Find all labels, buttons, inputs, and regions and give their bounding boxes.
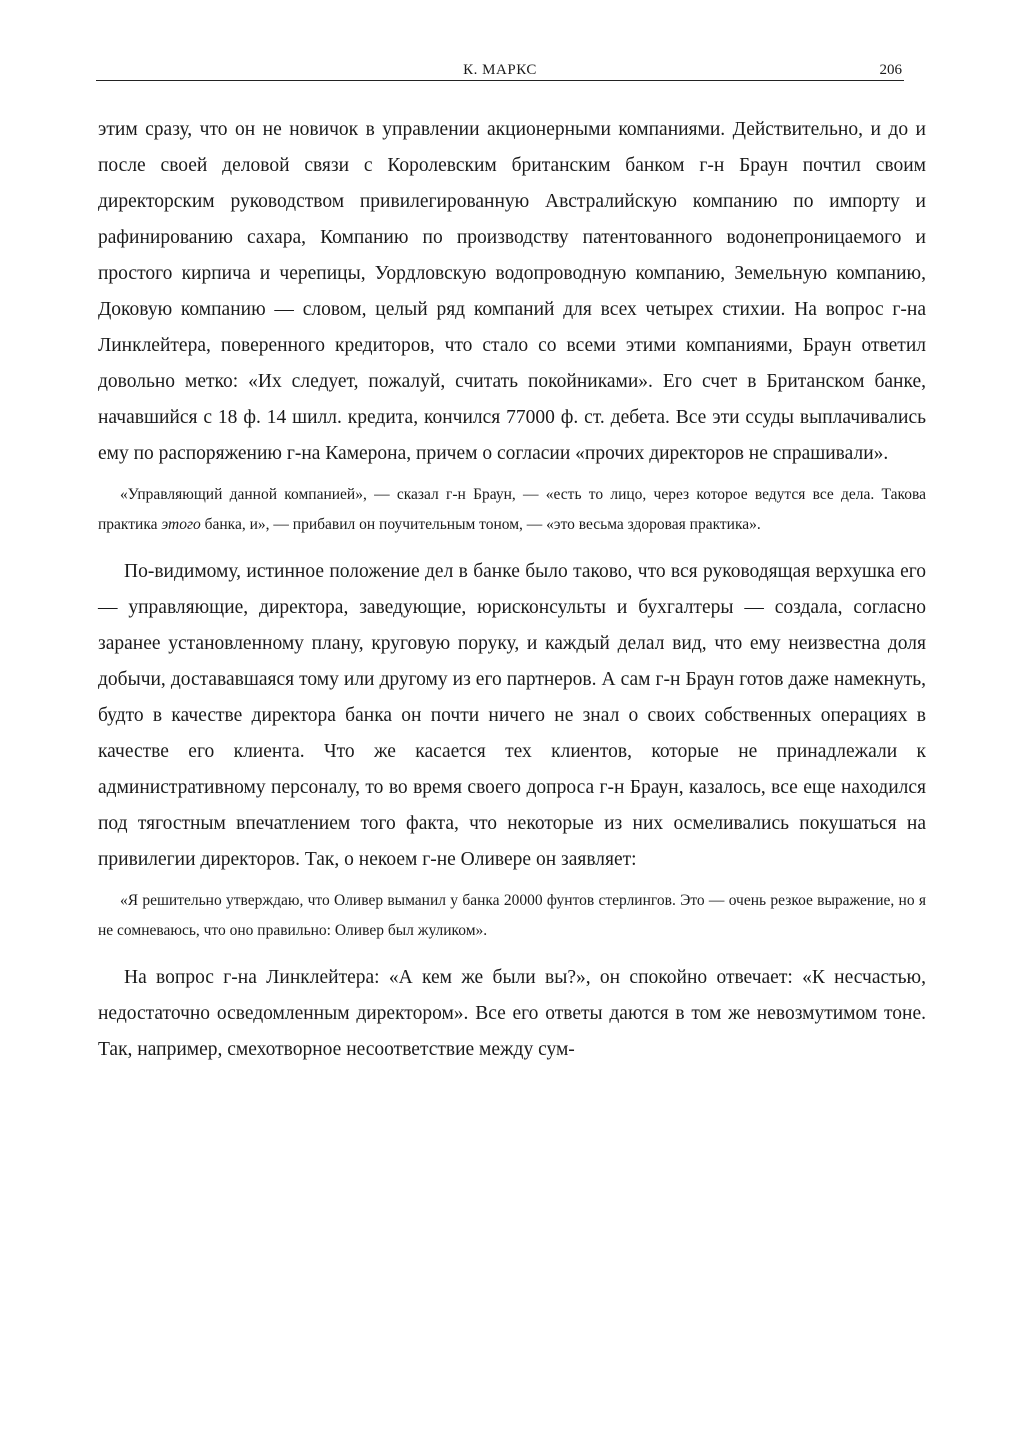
- quote-1-part-b: банка, и», — прибавил он поучительным тоном, — «это весьма здоровая практика».: [200, 516, 761, 533]
- paragraph-1: этим сразу, что он не новичок в управлении акционерными компаниями. Действительно, и до и после своей деловой связи с Королевским британским банком г-н Браун почтил своим директорским руководством привилегированную Австралийскую компанию по импорту и рафинированию сахара, Компанию по производству патентованного водонепроницаемого и простого кирпича и черепицы, Уордловскую водопроводную компанию, Земельную компанию, Доковую компанию — словом, целый ряд компаний для всех четырех стихии. На вопрос г-на Линклейтера, поверенного кредиторов, что стало со всеми этими компаниями, Браун ответил довольно метко: «Их следует, пожалуй, считать покойниками». Его счет в Британском банке, начавшийся с 18 ф. 14 шилл. кредита, кончился 77000 ф. ст. дебета. Все эти ссуды выплачивались ему по распоряжению г-на Камерона, причем о согласии «прочих директоров не спрашивали».: [98, 119, 926, 464]
- quote-2: «Я решительно утверждаю, что Оливер выманил у банка 20000 фунтов стерлингов. Это — очень резкое выражение, но я не сомневаюсь, что оно правильно: Оливер был жуликом».: [98, 892, 926, 939]
- paragraph-2: По-видимому, истинное положение дел в банке было таково, что вся руководящая верхушка его — управляющие, директора, заведующие, юрисконсульты и бухгалтеры — создала, согласно заранее установленному плану, круговую поруку, и каждый делал вид, что ему неизвестна доля добычи, достававшаяся тому или другому из его партнеров. А сам г-н Браун готов даже намекнуть, будто в качестве директора банка он почти ничего не знал о своих собственных операциях в качестве его клиента. Что же касается тех клиентов, которые не принадлежали к административному персоналу, то во время своего допроса г-н Браун, казалось, все еще находился под тягостным впечатлением того факта, что некоторые из них осмеливались покушаться на привилегии директоров. Так, о некоем г-не Оливере он заявляет:: [98, 561, 926, 870]
- quote-1: [98, 480, 926, 540]
- page-number: 206: [879, 62, 902, 78]
- running-title: К. МАРКС: [463, 62, 537, 78]
- running-header: [96, 60, 904, 81]
- quote-1-part-a: «Управляющий данной компанией», — сказал г-н Браун, — «есть то лицо, через которое ведутся все дела. Такова практика: [98, 486, 926, 533]
- quote-1-emphasis: этого: [161, 516, 201, 533]
- paragraph-3: На вопрос г-на Линклейтера: «А кем же были вы?», он спокойно отвечает: «К несчастью, недостаточно осведомленным директором». Все его ответы даются в том же невозмутимом тоне. Так, например, смехотворное несоответствие между сум-: [98, 967, 926, 1060]
- page-body: [98, 112, 926, 1068]
